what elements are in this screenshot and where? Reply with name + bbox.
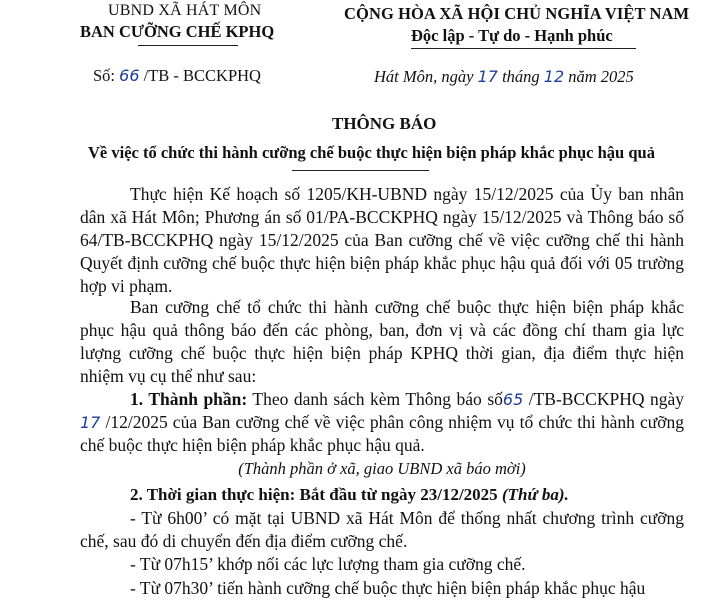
issuing-agency-parent: UBND XÃ HÁT MÔN (108, 2, 262, 19)
composition-text-a: Theo danh sách kèm Thông báo số (247, 389, 503, 409)
date-month-word: tháng (497, 67, 544, 86)
agency-underline (138, 45, 238, 46)
national-title: CỘNG HÒA XÃ HỘI CHỦ NGHĨA VIỆT NAM (344, 4, 690, 23)
composition-number-handwritten: 65 (502, 390, 524, 409)
composition-text-c: /12/2025 của Ban cưỡng chế về việc phân công nhiệm vụ tổ chức thi hành cưỡng chế buộc thực hiện biện pháp khắc phục hậu quả. (80, 412, 684, 455)
composition-text-b: /TB-BCCKPHQ ngày (523, 389, 684, 409)
document-subject: Về việc tổ chức thi hành cưỡng chế buộc thực hiện biện pháp khắc phục hậu quả (88, 143, 655, 162)
section-composition (80, 388, 684, 457)
place-and-date (374, 67, 634, 87)
schedule-item-0600: - Từ 6h00’ có mặt tại UBND xã Hát Môn để thống nhất chương trình cưỡng chế, sau đó di chuyển đến địa điểm cưỡng chế. (80, 508, 684, 551)
date-day-handwritten: 17 (477, 67, 498, 86)
composition-note: (Thành phần ở xã, giao UBND xã báo mời) (238, 459, 526, 478)
section-time-heading (80, 483, 684, 506)
time-heading-weekday: (Thứ ba). (501, 485, 569, 504)
schedule-item-0730: - Từ 07h30’ tiến hành cưỡng chế buộc thực hiện biện pháp khắc phục hậu (130, 578, 646, 598)
schedule-item-0715: - Từ 07h15’ khớp nối các lực lượng tham gia cưỡng chế. (130, 554, 526, 574)
date-place: Hát Môn, ngày (374, 67, 478, 86)
date-year: năm 2025 (564, 67, 634, 86)
issuing-agency-name: BAN CƯỠNG CHẾ KPHQ (80, 22, 275, 41)
doc-number-suffix: /TB - BCCKPHQ (139, 66, 261, 85)
national-motto: Độc lập - Tự do - Hạnh phúc (411, 26, 613, 45)
date-month-handwritten: 12 (543, 67, 565, 86)
subject-underline (292, 170, 429, 171)
paragraph-basis: Thực hiện Kế hoạch số 1205/KH-UBND ngày 15/12/2025 của Ủy ban nhân dân xã Hát Môn; Phương án số 01/PA-BCCKPHQ ngày 15/12/2025 và Thông báo số 64/TB-BCCKPHQ ngày 15/12/2025 của Ban cưỡng chế về việc cưỡng chế thi hành Quyết định cưỡng chế buộc thực hiện biện pháp khắc phục hậu quả đối với 05 trường hợp vi phạm. (80, 184, 684, 296)
time-heading-text: 2. Thời gian thực hiện: Bắt đầu từ ngày 23/12/2025 (130, 485, 502, 504)
doc-number-prefix: Số: (93, 66, 120, 85)
document-number (93, 66, 261, 86)
section-composition-heading: 1. Thành phần: (130, 389, 248, 409)
paragraph-announcement: Ban cưỡng chế tổ chức thi hành cưỡng chế buộc thực hiện biện pháp khắc phục hậu quả thông báo đến các phòng, ban, đơn vị và các đồng chí tham gia lực lượng cưỡng chế buộc thực hiện biện pháp KPHQ thời gian, địa điểm thực hiện nhiệm vụ cụ thể như sau: (80, 297, 684, 386)
doc-number-handwritten: 66 (119, 66, 140, 85)
composition-day-handwritten: 17 (80, 413, 101, 432)
document-type-title: THÔNG BÁO (332, 114, 437, 133)
motto-underline (411, 48, 636, 49)
